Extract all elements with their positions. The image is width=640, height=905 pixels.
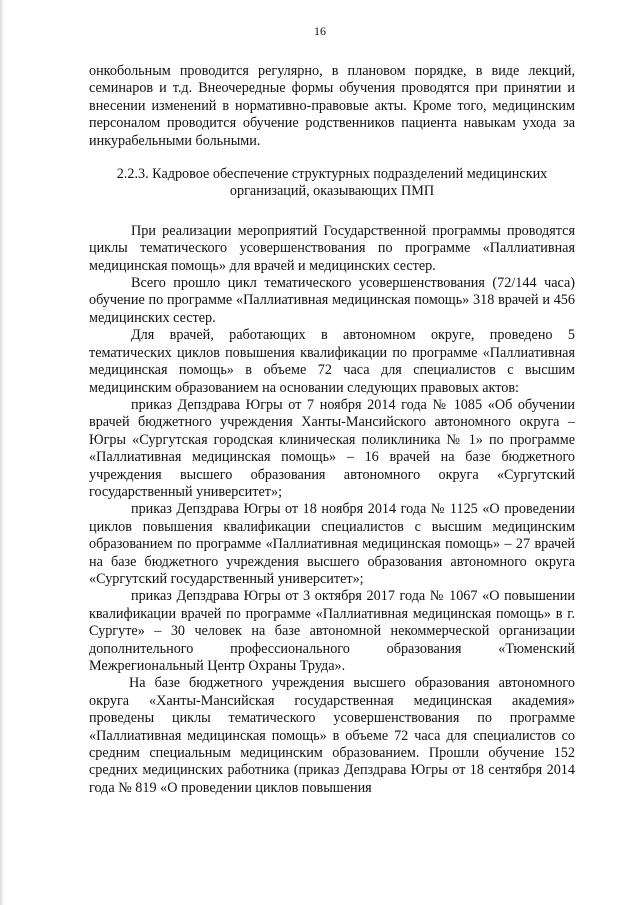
section-heading: 2.2.3. Кадровое обеспечение структурных подразделений медицинских организаций, оказывающих ПМП: [116, 166, 548, 200]
paragraph-nurses-training: На базе бюджетного учреждения высшего образования автономного округа «Ханты-Мансийская государственная медицинская академия» проведены циклы тематического усовершенствования по программе «Паллиативная медицинская помощь» в объеме 72 часа для специалистов со средним специальным медицинским образованием. Прошли обучение 152 средних медицинских работника (приказ Депздрава Югры от 18 сентября 2014 года № 819 «О проведении циклов повышения: [89, 675, 575, 796]
paragraph-programme-cycles: При реализации мероприятий Государственной программы проводятся циклы тематического усовершенствования по программе «Паллиативная медицинская помощь» для врачей и медицинских сестер.: [89, 222, 575, 274]
paragraph-total-trained: Всего прошло цикл тематического усовершенствования (72/144 часа) обучение по программе «Паллиативная медицинская помощь» 318 врачей и 456 медицинских сестер.: [89, 275, 575, 326]
intro-paragraph: онкобольным проводится регулярно, в плановом порядке, в виде лекций, семинаров и т.д. Внеочередные формы обучения проводятся при принятии и внесении изменений в нормативно-правовые акты. Кроме того, медицинским персоналом проводится обучение родственников пациента навыкам ухода за инкурабельными больными.: [89, 63, 575, 149]
order-item-1085: приказ Депздрава Югры от 7 ноября 2014 года № 1085 «Об обучении врачей бюджетного учреждения Ханты-Мансийского автономного округа – Югры «Сургутская городская клиническая поликлиника № 1» по программе «Паллиативная медицинская помощь» – 16 врачей на базе бюджетного учреждения высшего образования автономного округа «Сургутский государственный университет»;: [89, 396, 575, 500]
scan-edge-shadow: [0, 0, 5, 905]
order-item-1125: приказ Депздрава Югры от 18 ноября 2014 года № 1125 «О проведении циклов повышения квалификации специалистов с высшим медицинским образованием по программе «Паллиативная медицинская помощь» – 27 врачей на базе бюджетного учреждения высшего образования автономного округа «Сургутский государственный университет»;: [89, 501, 575, 587]
page-number: 16: [314, 24, 326, 38]
paragraph-doctors-cycles: Для врачей, работающих в автономном округе, проведено 5 тематических циклов повышения квалификации по программе «Паллиативная медицинская помощь» в объеме 72 часа для специалистов с высшим медицинским образованием на основании следующих правовых актов:: [89, 327, 575, 396]
order-item-1067: приказ Депздрава Югры от 3 октября 2017 года № 1067 «О повышении квалификации врачей по программе «Паллиативная медицинская помощь» в г. Сургуте» – 30 человек на базе автономной некоммерческой организации дополнительного профессионального образования «Тюменский Межрегиональный Центр Охраны Труда».: [89, 588, 575, 674]
document-body: [89, 63, 575, 797]
